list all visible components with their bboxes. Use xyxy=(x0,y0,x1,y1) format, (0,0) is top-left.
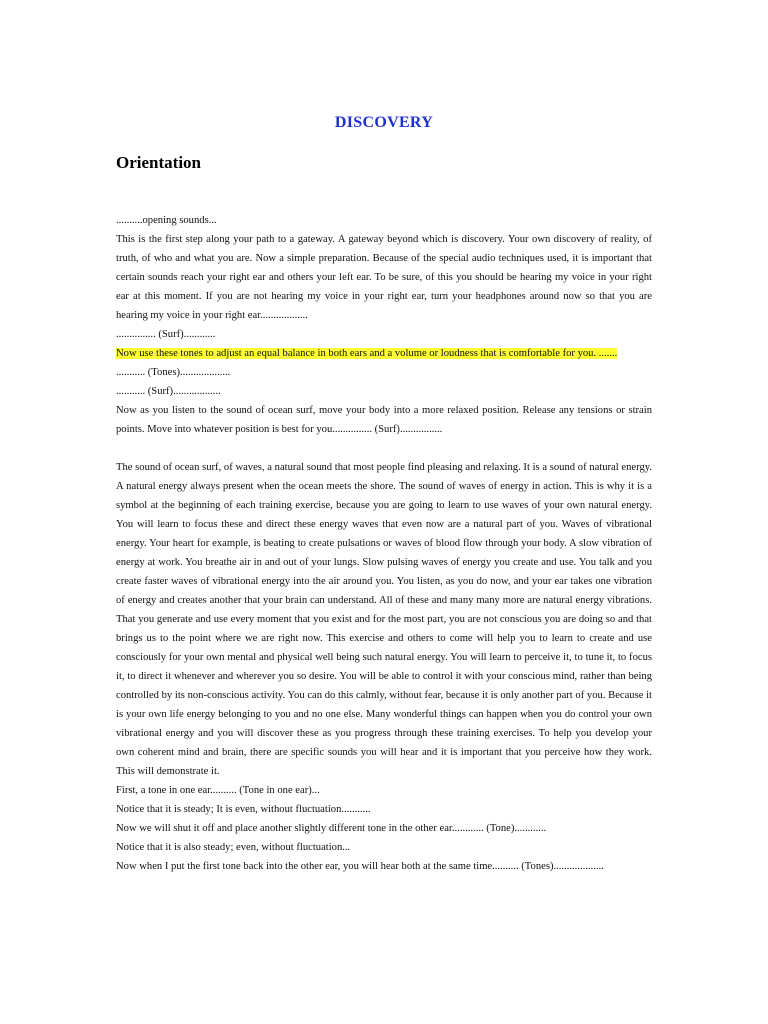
paragraph: Notice that it is also steady; even, without fluctuation... xyxy=(116,842,351,853)
body-text xyxy=(116,211,652,876)
section-heading: Orientation xyxy=(116,153,201,172)
paragraph: ........... (Tones)................... xyxy=(116,367,231,378)
paragraph: Notice that it is steady; It is even, without fluctuation........... xyxy=(116,804,371,815)
paragraph: This is the first step along your path to a gateway. A gateway beyond which is discovery. Your own discovery of reality, of truth, of who and what you are. Now a simple preparation. Because of the special audio techniques used, it is important that certain sounds reach your right ear and others your left ear. To be sure, of this you should be hearing my voice in your right ear at this moment. If you are not hearing my voice in your right ear, turn your headphones around now so that you are hearing my voice in your right ear.................. xyxy=(116,234,652,321)
document-title: DISCOVERY xyxy=(334,114,434,131)
highlighted-paragraph xyxy=(116,344,652,363)
highlight-span: Now use these tones to adjust an equal balance in both ears and a volume or loudness that is comfortable for you. ....... xyxy=(116,348,618,359)
paragraph: Now we will shut it off and place another slightly different tone in the other ear............ (Tone)............ xyxy=(116,823,547,834)
paragraph: Now as you listen to the sound of ocean surf, move your body into a more relaxed position. Release any tensions or strain points. Move into whatever position is best for you............... (Surf)................ xyxy=(116,405,652,435)
paragraph: ........... (Surf).................. xyxy=(116,386,221,397)
paragraph: First, a tone in one ear.......... (Tone in one ear)... xyxy=(116,785,320,796)
paragraph: ............... (Surf)............ xyxy=(116,329,216,340)
paragraph: The sound of ocean surf, of waves, a natural sound that most people find pleasing and relaxing. It is a sound of natural energy. A natural energy always present when the ocean meets the shore. The sound of waves of energy in action. This is why it is a symbol at the beginning of each training exercise, because you are going to learn to use waves of your own natural energy. You will learn to focus these and direct these energy waves that even now are a natural part of you. Waves of vibrational energy. Your heart for example, is beating to create pulsations or waves of blood flow through your body. A slow vibration of energy at work. You breathe air in and out of your lungs. Slow pulsing waves of energy you create and use. You talk and you create faster waves of vibrational energy into the air around you. You listen, as you do now, and your ear takes one vibration of energy and creates another that your brain can understand. All of these and many many more are natural energy vibrations. That you generate and use every moment that you exist and for the most part, you are not conscious you are doing so and that brings us to the point where we are right now. This exercise and others to come will help you to learn to create and use consciously for your own mental and physical well being such natural energy. You will learn to perceive it, to tune it, to focus it, to direct it whenever and wherever you so desire. You will be able to control it with your conscious mind, rather than being controlled by its non-conscious activity. You can do this calmly, without fear, because it is only another part of you. Because it is your own life energy belonging to you and no one else. Many wonderful things can happen when you do control your own vibrational energy and you will discover these as you progress through these training exercises. To help you develop your own coherent mind and brain, there are specific sounds you will hear and it is important that you perceive how they work. This will demonstrate it. xyxy=(116,462,652,777)
paragraph: ..........opening sounds... xyxy=(116,215,217,226)
paragraph: Now when I put the first tone back into the other ear, you will hear both at the same time.......... (Tones)................... xyxy=(116,861,604,872)
